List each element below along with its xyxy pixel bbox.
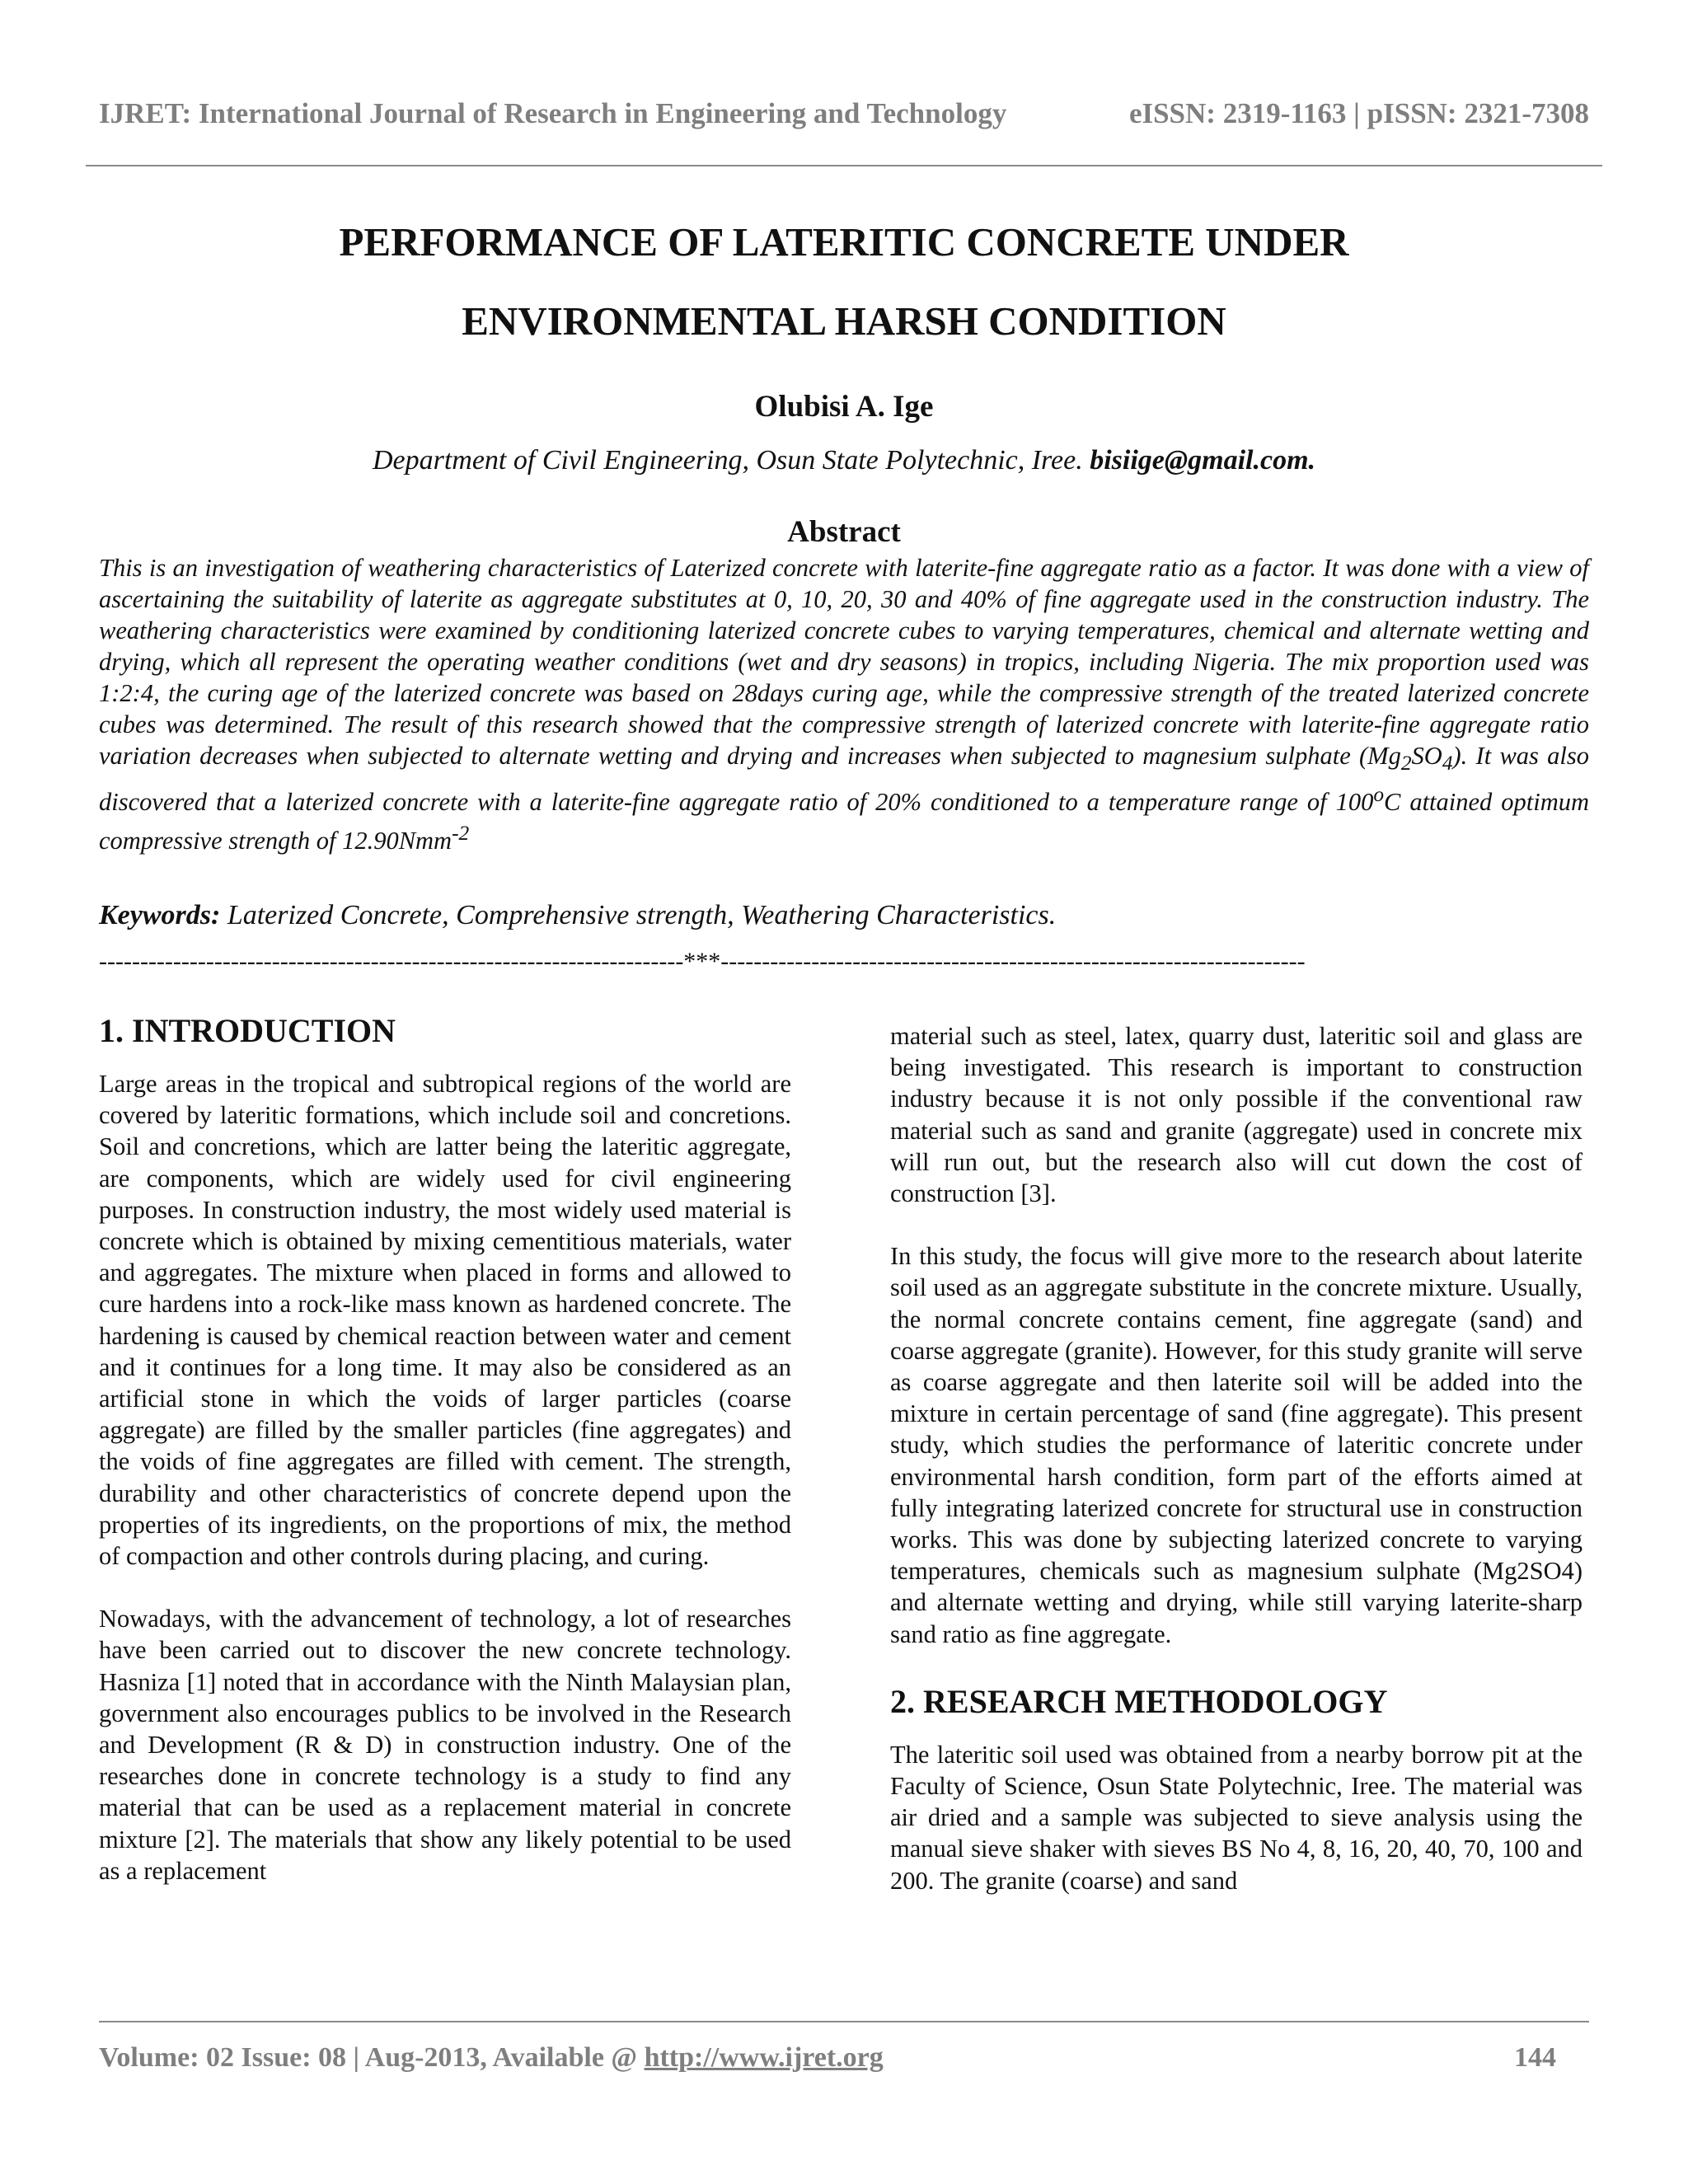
abstract-part-4: C attained optimum compressive strength of 12.90Nmm [99, 788, 1589, 855]
author-name: Olubisi A. Ige [754, 390, 934, 424]
header-rule [86, 165, 1602, 166]
footer-volume [99, 2042, 884, 2074]
intro-paragraph-4: In this study, the focus will give more to the research about laterite soil used as an aggregate substitute in the concrete mixture. Usually, the normal concrete contains cement, fine aggregate (sand) and coarse aggregate (granite). However, for this study granite will serve as coarse aggregate and then laterite soil will be added into the mixture in certain percentage of sand (fine aggregate). This present study, which studies the performance of lateritic concrete under environmental harsh condition, form part of the efforts aimed at fully integrating laterized concrete for structural use in construction works. This was done by subjecting laterized concrete to varying temperatures, chemicals such as magnesium sulphate (Mg2SO4) and alternate wetting and drying, while still varying laterite-sharp sand ratio as fine aggregate. [890, 1242, 1582, 1648]
author-email: bisiige@gmail.com. [1090, 445, 1316, 476]
page-number: 144 [1514, 2042, 1556, 2073]
intro-paragraph-2: Nowadays, with the advancement of technology, a lot of researches have been carried out to discover the new concrete technology. Hasniza [1] noted that in accordance with the Ninth Malaysian plan, government also encourages publics to be involved in the Research and Development (R & D) in construction industry. One of the researches done in concrete technology is a study to find any material that can be used as a replacement material in concrete mixture [2]. The materials that show any likely potential to be used as a replacement [99, 1605, 791, 1885]
left-column [99, 1010, 791, 1918]
abstract-superscript-1: o [1373, 783, 1385, 807]
abstract-body [99, 552, 1589, 856]
section-separator: -----------------------------------------------------------------------***----------------------------------------------------------------------- [99, 948, 1306, 975]
journal-name: IJRET: International Journal of Research in Engineering and Technology [99, 97, 1007, 129]
abstract-subscript-1: 2 [1400, 752, 1412, 776]
right-column [890, 1020, 1582, 1928]
keywords-text: Laterized Concrete, Comprehensive strength, Weathering Characteristics. [220, 900, 1057, 930]
intro-paragraph-3: material such as steel, latex, quarry dust, lateritic soil and glass are being investigated. This research is important to construction industry because it is not only possible if the conventional raw material such as sand and granite (aggregate) used in concrete mix will run out, but the research also will cut down the cost of construction [3]. [890, 1022, 1582, 1208]
methodology-heading: 2. RESEARCH METHODOLOGY [890, 1682, 1388, 1720]
affiliation [0, 445, 1688, 476]
abstract-heading: Abstract [787, 515, 901, 549]
affiliation-text: Department of Civil Engineering, Osun State Polytechnic, Iree. [372, 445, 1090, 476]
abstract-part-2: SO [1411, 742, 1442, 770]
journal-link[interactable]: http://www.ijret.org [644, 2042, 884, 2073]
introduction-heading: 1. INTRODUCTION [99, 1012, 396, 1049]
footer-rule [99, 2021, 1589, 2022]
title-line-2: ENVIRONMENTAL HARSH CONDITION [462, 298, 1226, 344]
title-line-1: PERFORMANCE OF LATERITIC CONCRETE UNDER [339, 219, 1349, 265]
abstract-superscript-2: -2 [452, 822, 470, 846]
footer-volume-text: Volume: 02 Issue: 08 | Aug-2013, Available @ [99, 2042, 645, 2073]
abstract-part-1: This is an investigation of weathering characteristics of Laterized concrete with laterite-fine aggregate ratio as a factor. It was done with a view of ascertaining the suitability of laterite as aggregate substitutes at 0, 10, 20, 30 and 40% of fine aggregate used in the construction industry. The weathering characteristics were examined by conditioning laterized concrete cubes to varying temperatures, chemical and alternate wetting and drying, which all represent the operating weather conditions (wet and dry seasons) in tropics, including Nigeria. The mix proportion used was 1:2:4, the curing age of the laterized concrete was based on 28days curing age, while the compressive strength of the treated laterized concrete cubes was determined. The result of this research showed that the compressive strength of laterized concrete with laterite-fine aggregate ratio variation decreases when subjected to alternate wetting and drying and increases when subjected to magnesium sulphate (Mg [99, 554, 1589, 770]
keywords-label: Keywords: [99, 900, 221, 930]
abstract-part-3: ). It was also discovered that a laterized concrete with a laterite-fine aggregate ratio of 20% conditioned to a temperature range of 100 [99, 742, 1590, 817]
abstract-subscript-2: 4 [1442, 752, 1453, 776]
issn-info: eISSN: 2319-1163 | pISSN: 2321-7308 [1128, 97, 1589, 129]
methodology-paragraph-1: The lateritic soil used was obtained from a nearby borrow pit at the Faculty of Science, Osun State Polytechnic, Iree. The material was air dried and a sample was subjected to sieve analysis using the manual sieve shaker with sieves BS No 4, 8, 16, 20, 40, 70, 100 and 200. The granite (coarse) and sand [890, 1740, 1582, 1895]
running-header [99, 97, 1589, 130]
intro-paragraph-1: Large areas in the tropical and subtropical regions of the world are covered by lateritic formations, which include soil and concretions. Soil and concretions, which are latter being the lateritic aggregate, are components, which are widely used for civil engineering purposes. In construction industry, the most widely used material is concrete which is obtained by mixing cementitious materials, water and aggregates. The mixture when placed in forms and allowed to cure hardens into a rock-like mass known as hardened concrete. The hardening is caused by chemical reaction between water and cement and it continues for a long time. It may also be considered as an artificial stone in which the voids of larger particles (coarse aggregate) are filled by the smaller particles (fine aggregates) and the voids of fine aggregates are filled with cement. The strength, durability and other characteristics of concrete depend upon the properties of its ingredients, on the proportions of mix, the method of compaction and other controls during placing, and curing. [99, 1070, 791, 1571]
keywords [99, 900, 1589, 931]
paper-title [0, 203, 1688, 361]
